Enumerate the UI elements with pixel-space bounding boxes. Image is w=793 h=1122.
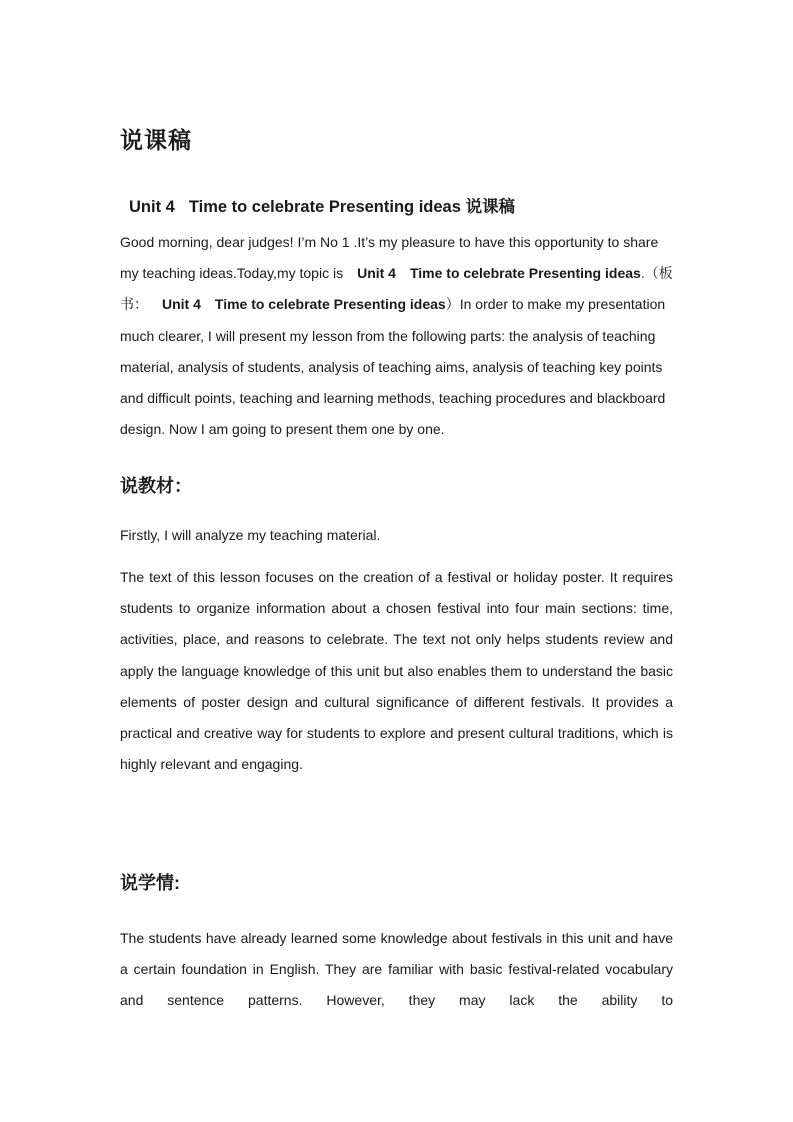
unit-heading-topic: Time to celebrate Presenting ideas 说课稿: [188, 198, 515, 216]
intro-board-unit: Unit 4: [162, 296, 201, 313]
document-title: 说课稿: [120, 127, 192, 153]
intro-text-start: Good morning, dear judges! I’m No 1 .It’s my pleasure to have this opportunity to share my teaching ideas.Today,my topic is: [120, 234, 659, 282]
material-body: The text of this lesson focuses on the creation of a festival or holiday poster. It requires students to organize information about a chosen festival into four main sections: time, activities, place, and reasons to celebrate. The text not only helps students review and apply the language knowledge of this unit but also enables them to understand the basic elements of poster design and cultural significance of different festivals. It provides a practical and creative way for students to explore and present cultural traditions, which is highly relevant and engaging.: [120, 569, 673, 773]
material-heading: 说教材：: [120, 476, 192, 496]
intro-topic-title: Time to celebrate Presenting ideas: [409, 265, 641, 282]
material-lead: Firstly, I will analyze my teaching material.: [120, 527, 381, 543]
intro-board-open: .（板书：: [120, 265, 673, 313]
students-heading: 说学情:: [120, 873, 180, 893]
intro-paragraph: [120, 227, 673, 445]
unit-heading: [129, 194, 515, 220]
unit-heading-unit: Unit 4: [129, 198, 175, 216]
intro-board-title: Time to celebrate Presenting ideas: [214, 296, 446, 313]
intro-topic-unit: Unit 4: [357, 265, 396, 282]
intro-text-end: ）In order to make my presentation much clearer, I will present my lesson from the following parts: the analysis of teaching material, analysis of students, analysis of teaching aims, analysis of teaching key points and difficult points, teaching and learning methods, teaching procedures and blackboard design. Now I am going to present them one by one.: [120, 296, 666, 438]
students-body: The students have already learned some knowledge about festivals in this unit and have a certain foundation in English. They are familiar with basic festival-related vocabulary and sentence patterns. However, they may lack the ability to: [120, 930, 673, 1009]
